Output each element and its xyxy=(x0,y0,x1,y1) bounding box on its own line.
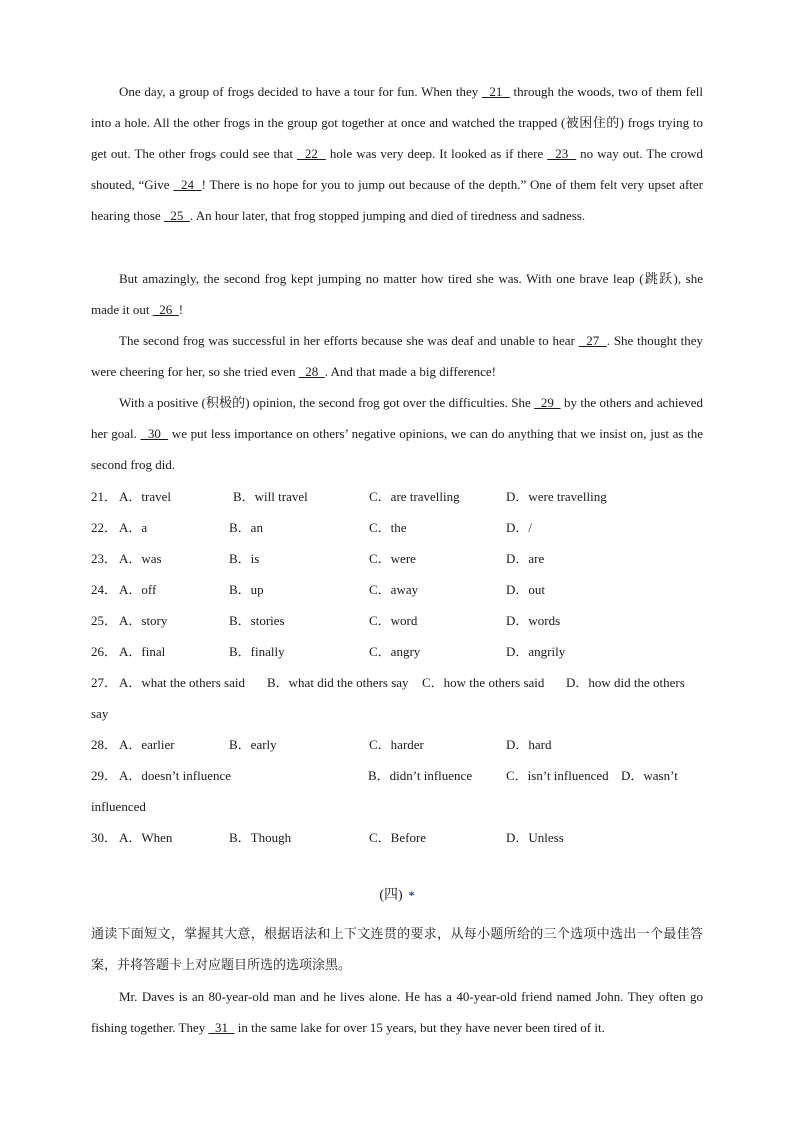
text-run: no way out. The crowd shouted, “Give xyxy=(91,146,704,192)
text-run: hole was very deep. It looked as if there xyxy=(325,146,548,161)
passage-paragraph-2 xyxy=(91,263,703,325)
option-d-continued: say xyxy=(91,706,109,721)
option-d: D．Unless xyxy=(506,830,564,845)
passage-paragraph-3 xyxy=(91,325,703,387)
blank-28: 28 xyxy=(298,364,325,379)
question-21 xyxy=(91,481,711,512)
text-run: But amazingly, the second frog kept jumping no matter how tired she was. With one brave leap (跳跃), she made it out xyxy=(91,271,703,317)
question-number: 27． xyxy=(91,675,118,690)
option-d: D．out xyxy=(506,582,546,597)
text-run: One day, a group of frogs decided to have a tour for fun. When they xyxy=(119,84,482,99)
question-number: 23． xyxy=(91,551,118,566)
option-b: B．didn’t influence xyxy=(368,768,473,783)
option-a: A．what the others said xyxy=(119,675,246,690)
text-run: by the others and achieved her goal. xyxy=(91,395,704,441)
passage-4-paragraph-1 xyxy=(91,981,703,1043)
option-c: C．the xyxy=(369,520,407,535)
question-23 xyxy=(91,543,711,574)
option-d: D．are xyxy=(506,551,545,566)
option-d: D．wasn’t xyxy=(621,768,678,783)
option-b: B．will travel xyxy=(233,489,308,504)
text-run: . She thought they were cheering for her, so she tried even xyxy=(91,333,704,379)
question-number: 26． xyxy=(91,644,118,659)
passage-paragraph-1 xyxy=(91,76,703,231)
option-a: A．travel xyxy=(119,489,171,504)
question-28 xyxy=(91,729,711,760)
option-b: B．finally xyxy=(229,644,285,659)
question-number: 25． xyxy=(91,613,118,628)
star-icon: * xyxy=(408,888,415,902)
text-run: With a positive (积极的) opinion, the second frog got over the difficulties. She xyxy=(119,395,535,410)
blank-27: 27 xyxy=(578,333,607,348)
option-c: C．harder xyxy=(369,737,424,752)
blank-24: 24 xyxy=(173,177,202,192)
option-b: B．up xyxy=(229,582,264,597)
blank-26: 26 xyxy=(152,302,179,317)
option-a: A．was xyxy=(119,551,162,566)
option-d: D．angrily xyxy=(506,644,566,659)
blank-22: 22 xyxy=(296,146,326,161)
question-22 xyxy=(91,512,711,543)
option-d: D．words xyxy=(506,613,561,628)
blank-21: 21 xyxy=(481,84,510,99)
option-c: C．word xyxy=(369,613,418,628)
text-run: ! xyxy=(178,302,184,317)
question-24 xyxy=(91,574,711,605)
option-d-continued: influenced xyxy=(91,799,146,814)
text-run: in the same lake for over 15 years, but they have never been tired of it. xyxy=(234,1020,605,1035)
option-b: B．stories xyxy=(229,613,285,628)
question-number: 30． xyxy=(91,830,118,845)
option-a: A．story xyxy=(119,613,168,628)
blank-29: 29 xyxy=(534,395,561,410)
option-c: C．away xyxy=(369,582,419,597)
question-number: 29． xyxy=(91,768,118,783)
option-c: C．Before xyxy=(369,830,427,845)
option-d: D．were travelling xyxy=(506,489,607,504)
question-30 xyxy=(91,822,711,853)
text-run: ! There is no hope for you to jump out because of the depth.” One of them felt very upset after hearing those xyxy=(91,177,704,223)
blank-30: 30 xyxy=(140,426,169,441)
question-29 xyxy=(91,760,711,791)
option-a: A．When xyxy=(119,830,173,845)
text-run: . An hour later, that frog stopped jumping and died of tiredness and sadness. xyxy=(189,208,586,223)
passage-paragraph-4 xyxy=(91,387,703,480)
option-a: A．final xyxy=(119,644,166,659)
option-c: C．isn’t influenced xyxy=(506,768,609,783)
option-c: C．how the others said xyxy=(422,675,545,690)
option-b: B．an xyxy=(229,520,263,535)
option-a: A．a xyxy=(119,520,148,535)
question-list xyxy=(91,481,711,853)
question-29-continued xyxy=(91,791,711,822)
text-run: we put less importance on others’ negative opinions, we can do anything that we insist on, just as the second frog did. xyxy=(91,426,704,472)
question-27 xyxy=(91,667,711,698)
option-a: A．off xyxy=(119,582,157,597)
question-25 xyxy=(91,605,711,636)
section-title: (四) xyxy=(379,888,403,903)
option-a: A．earlier xyxy=(119,737,175,752)
option-a: A．doesn’t influence xyxy=(119,768,232,783)
option-d: D．/ xyxy=(506,520,533,535)
blank-31: 31 xyxy=(208,1020,235,1035)
question-number: 21． xyxy=(91,489,118,504)
question-number: 28． xyxy=(91,737,118,752)
section-instruction: 通读下面短文，掌握其大意，根据语法和上下文连贯的要求，从每小题所给的三个选项中选出一个最佳答案，并将答题卡上对应题目所选的选项涂黑。 xyxy=(91,927,703,973)
text-run: through the woods, two of them fell into a hole. All the other frogs in the group got together at once and watched the trapped (被困住的) frogs trying to get out. The other frogs could see that xyxy=(91,84,703,161)
text-run: . And that made a big difference! xyxy=(324,364,496,379)
option-c: C．angry xyxy=(369,644,421,659)
option-c: C．are travelling xyxy=(369,489,460,504)
option-b: B．is xyxy=(229,551,260,566)
option-b: B．early xyxy=(229,737,277,752)
question-26 xyxy=(91,636,711,667)
option-c: C．were xyxy=(369,551,416,566)
option-b: B．Though xyxy=(229,830,292,845)
question-number: 24． xyxy=(91,582,118,597)
question-27-continued xyxy=(91,698,711,729)
option-d: D．how did the others xyxy=(566,675,685,690)
question-number: 22． xyxy=(91,520,118,535)
section-heading xyxy=(0,880,794,911)
option-b: B．what did the others say xyxy=(267,675,409,690)
blank-23: 23 xyxy=(547,146,577,161)
blank-25: 25 xyxy=(163,208,190,223)
text-run: The second frog was successful in her efforts because she was deaf and unable to hear xyxy=(119,333,579,348)
option-d: D．hard xyxy=(506,737,552,752)
text-run: Mr. Daves is an 80-year-old man and he lives alone. He has a 40-year-old friend named John. They often go fishing together. They xyxy=(91,989,703,1035)
